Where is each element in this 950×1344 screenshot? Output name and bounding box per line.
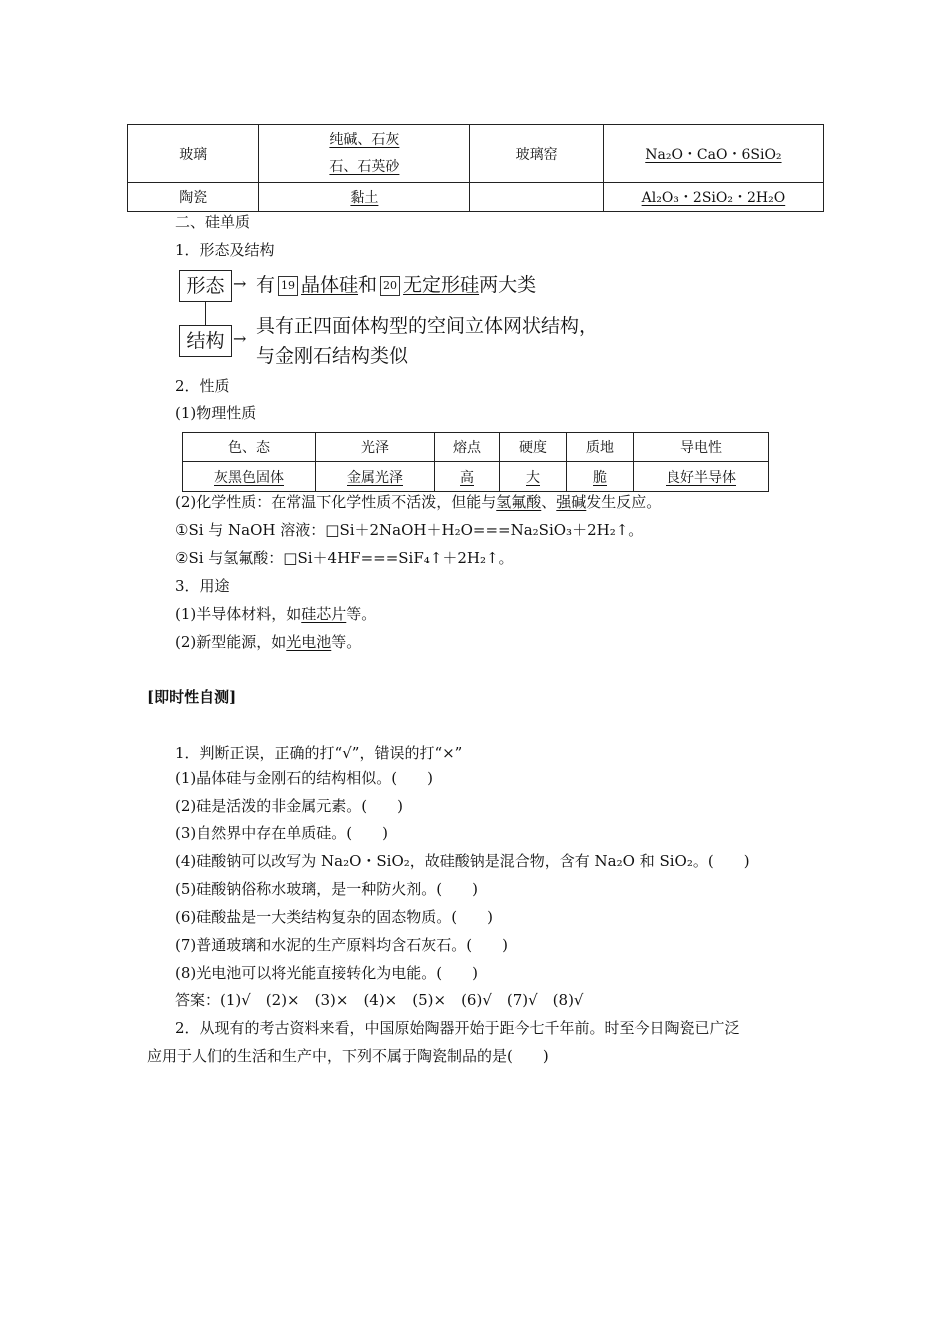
question-2-line2: 应用于人们的生活和生产中，下列不属于陶瓷制品的是( ) — [147, 1047, 549, 1065]
use-item — [175, 632, 361, 652]
header-cell: 光泽 — [316, 433, 435, 462]
subsection-heading: (1)物理性质 — [175, 404, 257, 422]
value: 灰黑色固体 — [214, 469, 284, 486]
structure-description-line2: 与金刚石结构类似 — [256, 345, 409, 367]
value: 大 — [526, 469, 540, 486]
question-item: (4)硅酸钠可以改写为 Na₂O・SiO₂，故硅酸钠是混合物，含有 Na₂O 和 SiO₂。( ) — [175, 852, 750, 870]
table-cell: 玻璃 — [128, 125, 259, 183]
physical-properties-table — [182, 432, 769, 492]
table-cell — [470, 183, 603, 212]
chemical-properties — [175, 492, 661, 512]
equation-2: ②Si 与氢氟酸：□Si＋4HF===SiF₄↑＋2H₂↑。 — [175, 549, 514, 567]
question-item: (8)光电池可以将光能直接转化为电能。( ) — [175, 964, 478, 982]
section-heading: 二、硅单质 — [175, 213, 251, 231]
raw-material-line: 黏土 — [350, 190, 379, 206]
arrow-right-icon: → — [233, 274, 247, 293]
table-cell — [259, 125, 470, 183]
subsection-heading: 3．用途 — [175, 577, 230, 595]
question-title: 1．判断正误，正确的打“√”，错误的打“×” — [175, 744, 463, 762]
table-cell — [500, 462, 567, 492]
value: 脆 — [593, 469, 607, 486]
form-box: 形态 — [179, 270, 232, 302]
table-cell: 玻璃窑 — [470, 125, 603, 183]
text: 发生反应。 — [586, 493, 662, 511]
answer-term: 强碱 — [556, 493, 587, 511]
question-item: (3)自然界中存在单质硅。( ) — [175, 824, 388, 842]
question-2-line1: 2．从现有的考古资料来看，中国原始陶器开始于距今七千年前。时至今日陶瓷已广泛 — [175, 1019, 740, 1037]
text: (1)半导体材料，如 — [175, 605, 302, 623]
blank-number: 20 — [380, 276, 400, 296]
header-cell: 质地 — [567, 433, 634, 462]
answer-term: 无定形硅 — [403, 274, 480, 296]
table-row — [128, 183, 824, 212]
subsection-heading: 1．形态及结构 — [175, 241, 275, 259]
self-test-heading: [即时性自测] — [147, 688, 237, 706]
question-item: (5)硅酸钠俗称水玻璃，是一种防火剂。( ) — [175, 880, 478, 898]
text: 有 — [256, 274, 276, 296]
question-item: (7)普通玻璃和水泥的生产原料均含石灰石。( ) — [175, 936, 508, 954]
subsection-heading: 2．性质 — [175, 377, 230, 395]
value: 高 — [460, 469, 474, 486]
connector-line — [205, 301, 206, 325]
formula: Na₂O・CaO・6SiO₂ — [645, 146, 782, 163]
table-row — [183, 462, 769, 492]
table-cell — [634, 462, 769, 492]
table-cell — [603, 125, 823, 183]
table-cell — [603, 183, 823, 212]
table-cell — [435, 462, 500, 492]
table-row — [128, 125, 824, 183]
text: 、 — [541, 493, 557, 511]
structure-box: 结构 — [179, 325, 232, 357]
structure-description-line1: 具有正四面体构型的空间立体网状结构， — [256, 315, 599, 337]
header-cell: 导电性 — [634, 433, 769, 462]
value: 良好半导体 — [666, 469, 736, 486]
raw-material-line: 石、石英砂 — [329, 158, 400, 175]
question-item: (1)晶体硅与金刚石的结构相似。( ) — [175, 769, 433, 787]
arrow-right-icon: → — [233, 329, 247, 348]
value: 金属光泽 — [347, 469, 403, 486]
answer-term: 氢氟酸 — [496, 493, 542, 511]
text: (2)新型能源，如 — [175, 633, 287, 651]
text: (2)化学性质：在常温下化学性质不活泼，但能与 — [175, 493, 497, 511]
table-cell — [259, 183, 470, 212]
text: 和 — [358, 274, 378, 296]
formula: Al₂O₃・2SiO₂・2H₂O — [641, 190, 786, 206]
equation-1: ①Si 与 NaOH 溶液：□Si＋2NaOH＋H₂O===Na₂SiO₃＋2H₂↑。 — [175, 521, 644, 539]
answer-line: 答案：(1)√ (2)× (3)× (4)× (5)× (6)√ (7)√ (8)√ — [175, 991, 584, 1009]
header-cell: 硬度 — [500, 433, 567, 462]
blank-number: 19 — [278, 276, 298, 296]
text: 两大类 — [479, 274, 537, 296]
question-item: (6)硅酸盐是一大类结构复杂的固态物质。( ) — [175, 908, 493, 926]
use-item — [175, 604, 376, 624]
answer-term: 硅芯片 — [301, 605, 347, 623]
answer-term: 晶体硅 — [301, 274, 359, 296]
table-cell — [567, 462, 634, 492]
header-cell: 熔点 — [435, 433, 500, 462]
question-item: (2)硅是活泼的非金属元素。( ) — [175, 797, 403, 815]
raw-material-line: 纯碱、石灰 — [329, 131, 400, 148]
table-header-row — [183, 433, 769, 462]
header-cell: 色、态 — [183, 433, 316, 462]
text: 等。 — [331, 633, 362, 651]
table-cell — [183, 462, 316, 492]
answer-term: 光电池 — [286, 633, 332, 651]
silicate-products-table — [127, 124, 824, 212]
text: 等。 — [346, 605, 377, 623]
table-cell: 陶瓷 — [128, 183, 259, 212]
table-cell — [316, 462, 435, 492]
form-description — [256, 272, 536, 298]
